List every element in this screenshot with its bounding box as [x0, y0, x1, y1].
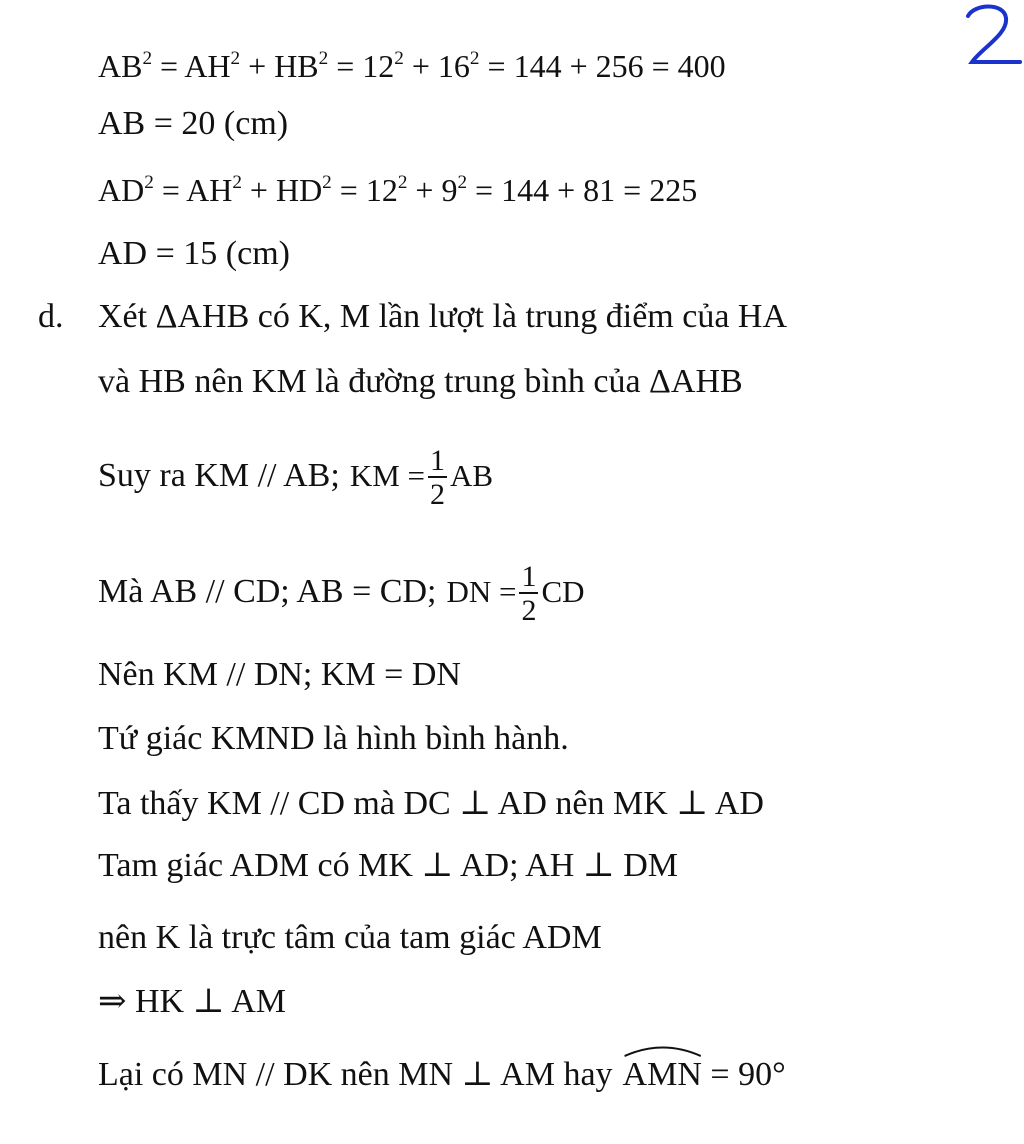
result-ab: AB = 20 (cm) [98, 105, 289, 142]
text-line-6: và HB nên KM là đường trung bình của ΔAHB [98, 363, 743, 400]
text-line-10: Tứ giác KMND là hình bình hành. [98, 720, 569, 757]
text-line-8: Mà AB // CD; AB = CD; DN = $\frac{1}{2}$ CD [98, 560, 585, 628]
fraction-half: $\frac{1}{2}$ [521, 560, 537, 628]
angle-arc-icon [623, 1043, 702, 1057]
text-line-5: Xét ΔAHB có K, M lần lượt là trung điểm của HA [98, 298, 788, 335]
angle-amn: AMN [623, 1055, 702, 1095]
text-line-13: nên K là trực tâm của tam giác ADM [98, 919, 602, 956]
text-line-12: Tam giác ADM có MK ⊥ AD; AH ⊥ DM [98, 847, 679, 884]
fraction-half: $\frac{1}{2}$ [430, 444, 445, 512]
equation-ad-squared: $AD^2 = AH^2 + HD^2 = 12^2 + 9^2 = 144 + 81 = 225$ [98, 171, 698, 208]
text-line-11: Ta thấy KM // CD mà DC ⊥ AD nên MK ⊥ AD [98, 785, 764, 822]
part-label-d: d. [38, 298, 64, 335]
handwritten-page-number [960, 0, 1024, 72]
text-line-7: Suy ra KM // AB; KM = $\frac{1}{2}$ AB [98, 444, 494, 512]
text-line-15: Lại có MN // DK nên MN ⊥ AM hay AMN = 90° [98, 1055, 786, 1095]
result-ad: AD = 15 (cm) [98, 235, 290, 272]
equation-ab-squared: $AB^2 = AH^2 + HB^2 = 12^2 + 16^2 = 144 + 256 = 400$ [98, 47, 726, 84]
text-line-14: ⇒ HK ⊥ AM [98, 983, 286, 1020]
text-line-9: Nên KM // DN; KM = DN [98, 656, 461, 693]
